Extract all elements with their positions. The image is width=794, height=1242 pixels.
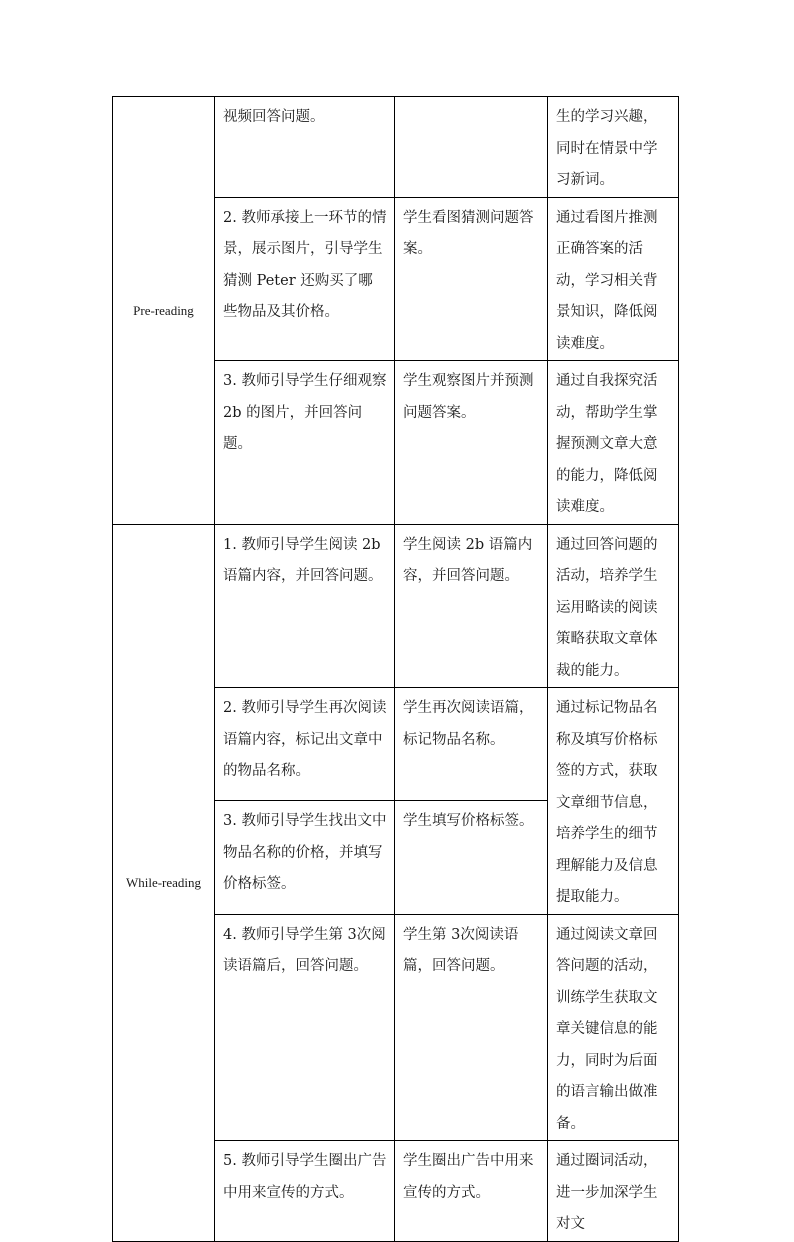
student-activity-cell bbox=[395, 914, 548, 1141]
student-activity-text: 学生观察图片并预测问题答案。 bbox=[403, 373, 534, 421]
student-activity-text: 学生阅读 2b 语篇内容，并回答问题。 bbox=[403, 536, 533, 584]
teacher-activity-cell bbox=[215, 1141, 395, 1242]
student-activity-cell bbox=[395, 801, 548, 914]
purpose-cell bbox=[548, 1141, 679, 1242]
teacher-activity-cell bbox=[215, 197, 395, 361]
stage-label: Pre-reading bbox=[133, 302, 194, 318]
student-activity-cell bbox=[395, 688, 548, 801]
teacher-activity-text: 4. 教师引导学生第 3次阅读语篇后，回答问题。 bbox=[223, 926, 386, 974]
teacher-activity-text: 2. 教师承接上一环节的情景，展示图片，引导学生猜测 Peter 还购买了哪些物品及其价格。 bbox=[223, 209, 387, 320]
student-activity-text: 学生填写价格标签。 bbox=[403, 813, 534, 830]
stage-label-while-reading bbox=[113, 524, 215, 1241]
teacher-activity-text: 3. 教师引导学生仔细观察 2b 的图片，并回答问题。 bbox=[223, 373, 387, 452]
purpose-cell bbox=[548, 361, 679, 525]
stage-label: While-reading bbox=[125, 874, 202, 890]
student-activity-cell bbox=[395, 97, 548, 198]
teacher-activity-text: 视频回答问题。 bbox=[223, 109, 325, 125]
student-activity-cell bbox=[395, 197, 548, 361]
student-activity-text: 学生圈出广告中用来宣传的方式。 bbox=[403, 1153, 534, 1201]
teacher-activity-text: 1. 教师引导学生阅读 2b 语篇内容，并回答问题。 bbox=[223, 536, 383, 584]
purpose-text: 通过圈词活动，进一步加深学生对文 bbox=[556, 1153, 658, 1232]
table-row bbox=[113, 97, 679, 198]
teacher-activity-text: 2. 教师引导学生再次阅读语篇内容，标记出文章中的物品名称。 bbox=[223, 700, 387, 779]
purpose-cell bbox=[548, 688, 679, 915]
purpose-text: 通过标记物品名称及填写价格标签的方式，获取文章细节信息，培养学生的细节理解能力及信息提取能力。 bbox=[556, 700, 658, 905]
purpose-cell bbox=[548, 97, 679, 198]
teacher-activity-cell bbox=[215, 801, 395, 914]
purpose-cell bbox=[548, 914, 679, 1141]
purpose-text: 通过阅读文章回答问题的活动，训练学生获取文章关键信息的能力，同时为后面的语言输出做准备。 bbox=[556, 926, 658, 1132]
teacher-activity-cell bbox=[215, 524, 395, 688]
table-row bbox=[113, 524, 679, 688]
purpose-text: 通过自我探究活动，帮助学生掌握预测文章大意的能力，降低阅读难度。 bbox=[556, 373, 658, 515]
student-activity-text: 学生看图猜测问题答案。 bbox=[403, 209, 534, 257]
teacher-activity-text: 3. 教师引导学生找出文中物品名称的价格，并填写价格标签。 bbox=[223, 813, 387, 893]
student-activity-cell bbox=[395, 524, 548, 688]
teacher-activity-cell bbox=[215, 97, 395, 198]
student-activity-cell bbox=[395, 361, 548, 525]
teacher-activity-cell bbox=[215, 914, 395, 1141]
student-activity-text: 学生再次阅读语篇，标记物品名称。 bbox=[403, 700, 534, 748]
lesson-plan-table bbox=[112, 96, 679, 1242]
purpose-cell bbox=[548, 197, 679, 361]
teacher-activity-cell bbox=[215, 688, 395, 801]
purpose-text: 通过看图片推测正确答案的活动，学习相关背景知识，降低阅读难度。 bbox=[556, 209, 658, 352]
student-activity-text: 学生第 3次阅读语篇，回答问题。 bbox=[403, 926, 519, 974]
stage-label-pre-reading bbox=[113, 97, 215, 525]
purpose-text: 通过回答问题的活动，培养学生运用略读的阅读策略获取文章体裁的能力。 bbox=[556, 536, 658, 679]
student-activity-cell bbox=[395, 1141, 548, 1242]
teacher-activity-cell bbox=[215, 361, 395, 525]
purpose-text: 生的学习兴趣，同时在情景中学习新词。 bbox=[556, 109, 658, 188]
teacher-activity-text: 5. 教师引导学生圈出广告中用来宣传的方式。 bbox=[223, 1153, 387, 1201]
purpose-cell bbox=[548, 524, 679, 688]
